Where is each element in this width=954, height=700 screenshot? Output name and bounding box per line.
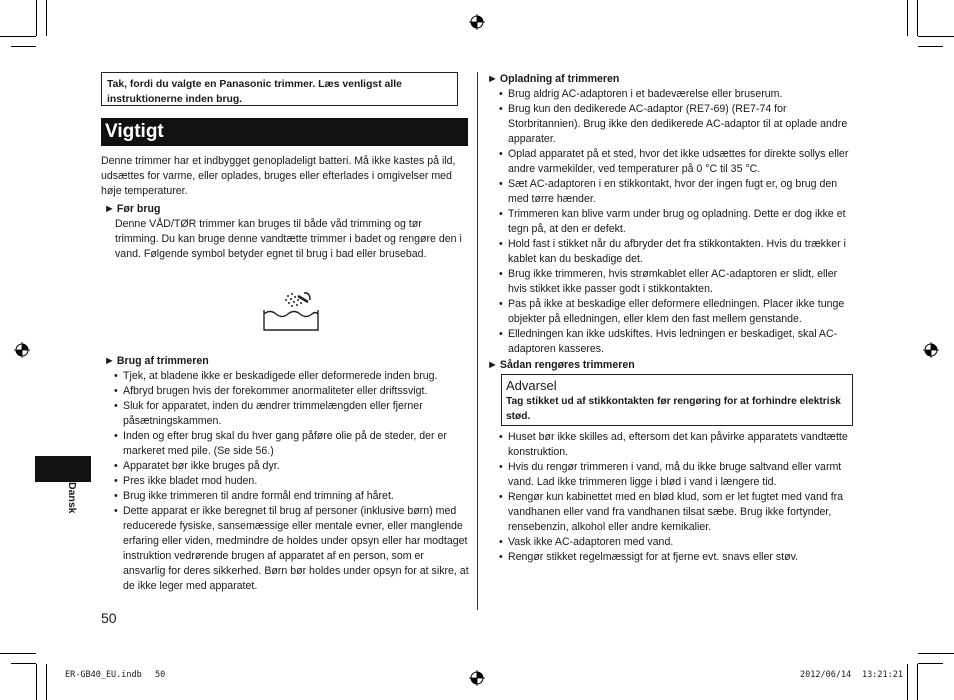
list-item: • Brug kun den dedikerede AC-adaptor (RE7-69) (RE7-74 for Storbritannien). Brug ikke den dedikerede AC-adaptor til at oplade andre apparater. — [499, 102, 855, 147]
crop-mark — [918, 653, 954, 654]
warning-text: Tag stikket ud af stikkontakten før rengøring for at forhindre elektrisk stød. — [506, 396, 841, 422]
triangle-right-icon: ► — [104, 203, 115, 215]
registration-mark-icon — [923, 342, 939, 358]
crop-mark — [36, 664, 37, 700]
triangle-right-icon: ► — [487, 73, 498, 85]
shower-bath-icon — [262, 290, 320, 334]
registration-mark-icon — [469, 670, 485, 686]
crop-mark — [917, 664, 918, 700]
intro-text: Denne trimmer har et indbygget genopladeligt batteri. Må ikke kastes på ild, udsættes for varme, eller oplades, bruges eller efterlades i omgivelser med høje temperaturer. — [101, 155, 456, 197]
registration-mark-icon — [14, 342, 30, 358]
list-item: • Inden og efter brug skal du hver gang påføre olie på de steder, der er markeret med pile. (Se side 56.) — [114, 429, 469, 459]
cleaning-heading: ► Sådan rengøres trimmeren — [487, 359, 635, 371]
crop-mark — [917, 0, 918, 36]
crop-mark — [0, 36, 36, 37]
footer-file: ER-GB40_EU.indb — [65, 670, 142, 680]
list-item: • Tjek, at bladene ikke er beskadigede eller deformerede inden brug. — [114, 369, 469, 384]
list-item: • Dette apparat er ikke beregnet til brug af personer (inklusive børn) med reducerede fysiske, sansemæssige eller mentale evner, eller manglende erfaring eller viden, medmindre de holdes under opsyn eller har modtaget instruktion vedrørende brugen af apparatet af en person, som er ansvarlig for deres sikkerhed. Børn bør holdes under opsyn for at sikre, at de ikke leger med apparatet. — [114, 504, 469, 594]
footer-time: 13:21:21 — [862, 670, 903, 680]
triangle-right-icon: ► — [104, 355, 115, 367]
warning-title: Advarsel — [506, 378, 557, 393]
charging-list — [499, 87, 855, 357]
list-item: • Brug ikke trimmeren til andre formål end trimning af håret. — [114, 489, 469, 504]
section-title: Vigtigt — [101, 118, 468, 146]
list-item: • Vask ikke AC-adaptoren med vand. — [499, 535, 855, 550]
list-item: • Trimmeren kan blive varm under brug og opladning. Dette er dog ikke et tegn på, at den er defekt. — [499, 207, 855, 237]
list-item: • Apparatet bør ikke bruges på dyr. — [114, 459, 469, 474]
crop-mark — [11, 663, 36, 664]
list-item: • Elledningen kan ikke udskiftes. Hvis ledningen er beskadiget, skal AC-adaptoren kasseres. — [499, 327, 855, 357]
list-item: • Hold fast i stikket når du afbryder det fra stikkontakten. Hvis du trækker i kablet kan du beskadige det. — [499, 237, 855, 267]
registration-mark-icon — [469, 14, 485, 30]
triangle-right-icon: ► — [487, 359, 498, 371]
crop-mark — [36, 0, 37, 36]
list-item: • Sluk for apparatet, inden du ændrer trimmelængden eller fjerner påsætningskammen. — [114, 399, 469, 429]
cleaning-list — [499, 430, 855, 565]
list-item: • Rengør kun kabinettet med en blød klud, som er let fugtet med vand fra vandhanen eller vand fra vandhanen tilsat sæbe. Brug ikke fortynder, rensebenzin, alkohol eller andre kemikalier. — [499, 490, 855, 535]
list-item: • Sæt AC-adaptoren i en stikkontakt, hvor der ingen fugt er, og brug den med tørre hænder. — [499, 177, 855, 207]
footer-date: 2012/06/14 — [800, 670, 852, 680]
before-use-text: Denne VÅD/TØR trimmer kan bruges til både våd trimming og tør trimming. Du kan bruge denne vandtætte trimmer i badet og rengøre den i vand. Følgende symbol betyder egnet til brug i bad eller brusebad. — [115, 218, 462, 260]
crop-mark — [46, 664, 47, 700]
list-item: • Oplad apparatet på et sted, hvor det ikke udsættes for direkte sollys eller andre varmekilder, ved temperaturer på 0 °C til 35 °C. — [499, 147, 855, 177]
footer-file-page: 50 — [155, 670, 166, 680]
list-item: • Rengør stikket regelmæssigt for at fjerne evt. snavs eller støv. — [499, 550, 855, 565]
before-use-heading: ► Før brug — [104, 203, 161, 215]
language-label: Dansk — [66, 482, 78, 514]
list-item: • Hvis du rengør trimmeren i vand, må du ikke bruge saltvand eller varmt vand. Lad ikke trimmeren ligge i blød i vand i længere tid. — [499, 460, 855, 490]
crop-mark — [46, 0, 47, 36]
thanks-note: Tak, fordi du valgte en Panasonic trimmer. Læs venligst alle instruktionerne inden brug. — [101, 72, 458, 106]
charging-heading: ► Opladning af trimmeren — [487, 73, 620, 85]
crop-mark — [907, 664, 908, 700]
crop-mark — [11, 46, 36, 47]
use-trimmer-list — [114, 369, 469, 594]
page-number: 50 — [101, 610, 117, 626]
list-item: • Pres ikke bladet mod huden. — [114, 474, 469, 489]
crop-mark — [907, 0, 908, 36]
column-divider — [477, 72, 478, 610]
crop-mark — [918, 46, 943, 47]
list-item: • Afbryd brugen hvis der forekommer anormaliteter eller driftssvigt. — [114, 384, 469, 399]
warning-box — [501, 374, 853, 426]
crop-mark — [918, 36, 954, 37]
crop-mark — [918, 663, 943, 664]
crop-mark — [0, 653, 36, 654]
use-trimmer-heading: ► Brug af trimmeren — [104, 355, 209, 367]
list-item: • Pas på ikke at beskadige eller deformere elledningen. Placer ikke tunge objekter på elledningen, eller klem den fast mellem genstande. — [499, 297, 855, 327]
language-tab — [35, 456, 91, 482]
list-item: • Brug aldrig AC-adaptoren i et badeværelse eller bruserum. — [499, 87, 855, 102]
list-item: • Brug ikke trimmeren, hvis strømkablet eller AC-adaptoren er slidt, eller hvis stikket ikke passer godt i stikkontakten. — [499, 267, 855, 297]
list-item: • Huset bør ikke skilles ad, eftersom det kan påvirke apparatets vandtætte konstruktion. — [499, 430, 855, 460]
